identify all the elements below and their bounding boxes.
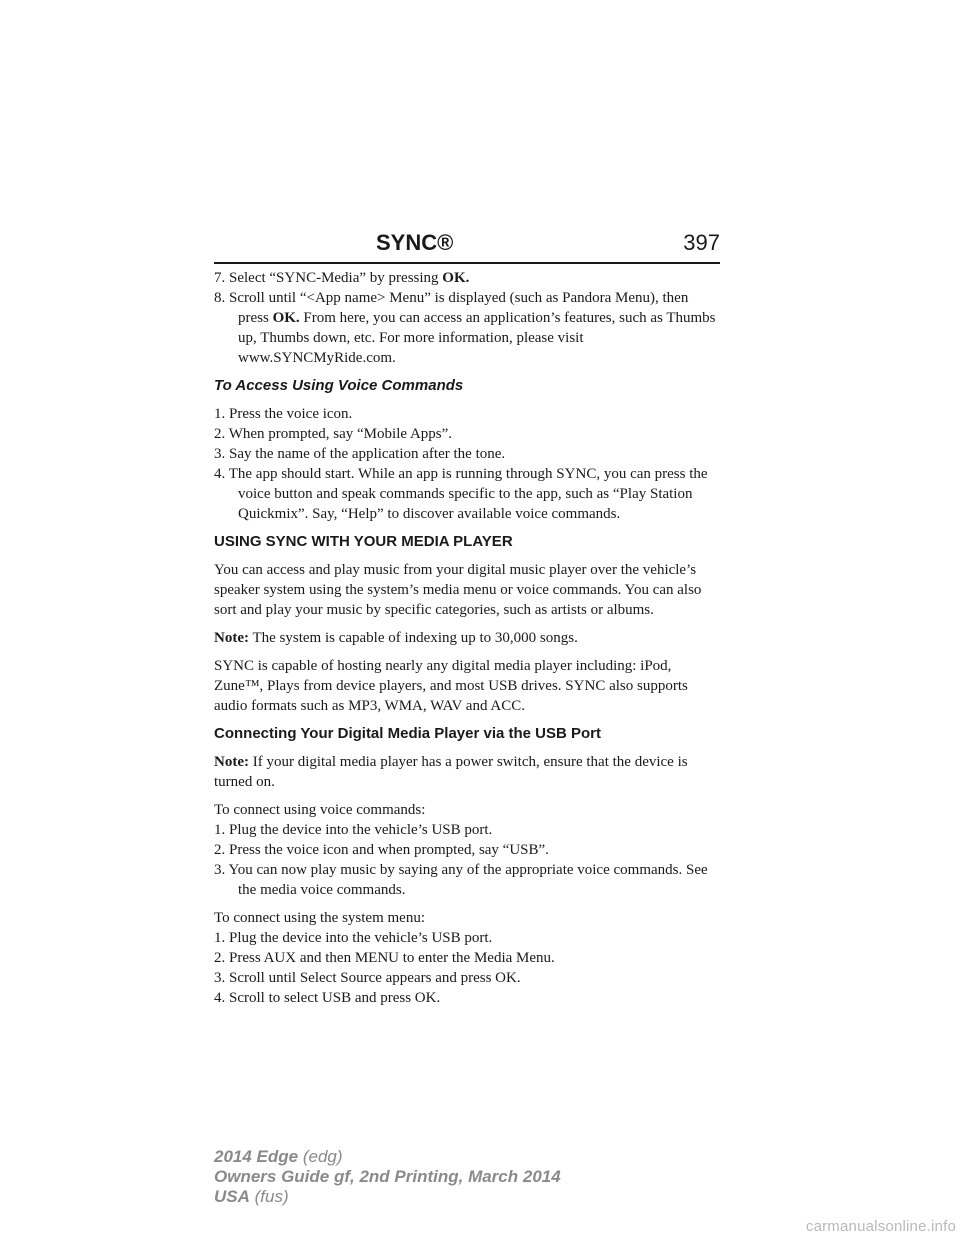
note-paragraph: Note: If your digital media player has a power switch, ensure that the device is turned on. (214, 754, 688, 790)
list-item: 1. Press the voice icon. (214, 406, 353, 422)
list-item: 4. Scroll to select USB and press OK. (214, 990, 441, 1006)
list-item: 1. Plug the device into the vehicle’s USB port. (214, 822, 493, 838)
list-intro: To connect using voice commands: (214, 802, 426, 818)
voice-commands-heading: To Access Using Voice Commands (214, 377, 464, 394)
list-item: 2. Press AUX and then MENU to enter the Media Menu. (214, 950, 555, 966)
footer-edition-line: Owners Guide gf, 2nd Printing, March 2014 (214, 1167, 561, 1186)
footer-market-line: USA (fus) (214, 1187, 289, 1206)
list-item: 3. You can now play music by saying any of the appropriate voice commands. See the media voice commands. (214, 862, 708, 898)
list-item: 3. Say the name of the application after the tone. (214, 446, 506, 462)
list-item: 7. Select “SYNC-Media” by pressing OK. (214, 270, 470, 286)
list-item: 2. When prompted, say “Mobile Apps”. (214, 426, 453, 442)
page-header (214, 226, 720, 264)
media-intro-paragraph: You can access and play music from your digital music player over the vehicle’s speaker system using the system’s media menu or voice commands. You can also sort and play your music by specific categories, such as artists or albums. (214, 562, 702, 618)
list-item: 2. Press the voice icon and when prompted, say “USB”. (214, 842, 549, 858)
page-content (214, 268, 720, 1016)
media-player-heading: USING SYNC WITH YOUR MEDIA PLAYER (214, 533, 513, 550)
note-paragraph: Note: The system is capable of indexing up to 30,000 songs. (214, 630, 578, 646)
section-title: SYNC® (376, 230, 454, 255)
steps-list-continued (214, 268, 720, 368)
list-intro: To connect using the system menu: (214, 910, 425, 926)
page-number: 397 (683, 230, 720, 255)
list-item: 8. Scroll until “<App name> Menu” is displayed (such as Pandora Menu), then press OK. From here, you can access an application’s features, such as Thumbs up, Thumbs down, etc. For more information, please visit www.SYNCMyRide.com. (214, 290, 716, 366)
watermark: carmanualsonline.info (805, 1218, 956, 1235)
footer-model-line: 2014 Edge (edg) (214, 1147, 343, 1166)
voice-connect-list (214, 800, 720, 900)
list-item: 3. Scroll until Select Source appears and press OK. (214, 970, 521, 986)
page-footer (214, 1147, 561, 1207)
list-item: 4. The app should start. While an app is running through SYNC, you can press the voice button and speak commands specific to the app, such as “Play Station Quickmix”. Say, “Help” to discover available voice commands. (214, 466, 708, 522)
hosting-paragraph: SYNC is capable of hosting nearly any digital media player including: iPod, Zune™, Plays from device players, and most USB drives. SYNC also supports audio formats such as MP3, WMA, WAV and ACC. (214, 658, 688, 714)
voice-steps-list (214, 404, 720, 524)
usb-heading: Connecting Your Digital Media Player via the USB Port (214, 725, 602, 742)
menu-connect-list (214, 908, 720, 1008)
list-item: 1. Plug the device into the vehicle’s USB port. (214, 930, 493, 946)
